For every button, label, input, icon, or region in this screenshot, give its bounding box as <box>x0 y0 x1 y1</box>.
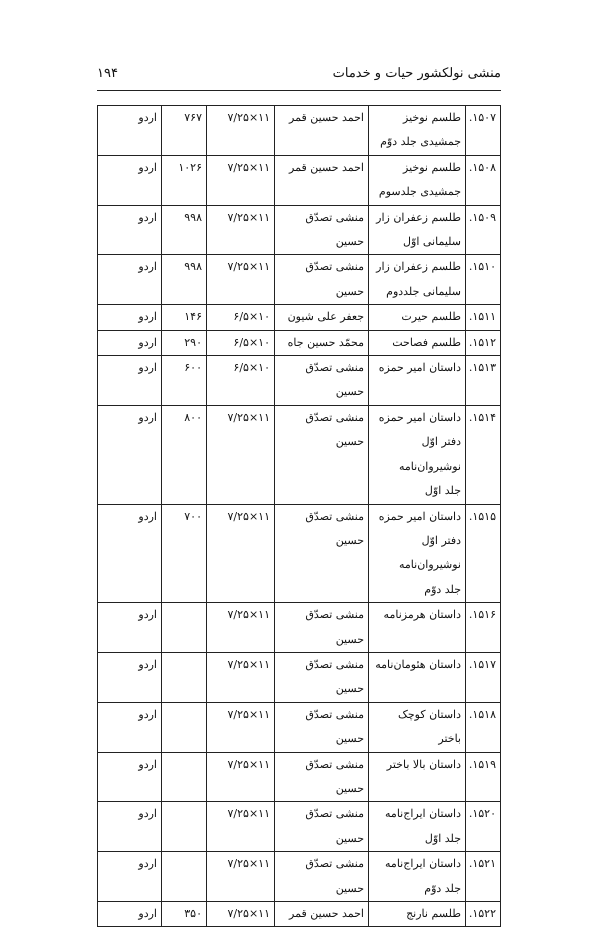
table-row <box>98 205 501 255</box>
entry-author: احمد حسین قمر <box>275 106 369 156</box>
entry-title-line: جلد اوّل <box>424 484 461 498</box>
entry-author: منشی تصدّق حسین <box>275 603 369 653</box>
entry-pages: ۳۵۰ <box>162 902 207 927</box>
running-title: منشی نولکشور حیات و خدمات <box>332 66 501 81</box>
entry-pages <box>162 752 207 802</box>
table-row <box>98 255 501 305</box>
entry-pages: ۷۰۰ <box>162 504 207 603</box>
entry-language: اردو <box>98 603 162 653</box>
entry-size: ۱۱×۷/۲۵ <box>207 652 275 702</box>
entry-title-line: طلسم زعفران زار <box>376 210 461 224</box>
entry-number: ۱۵۱۹. <box>466 752 501 802</box>
entry-pages <box>162 802 207 852</box>
table-row <box>98 702 501 752</box>
entry-language: اردو <box>98 255 162 305</box>
entry-number: ۱۵۲۰. <box>466 802 501 852</box>
entry-size: ۱۰×۶/۵ <box>207 330 275 355</box>
entry-title-line: جلد دوّم <box>424 881 461 895</box>
entry-author: منشی تصدّق حسین <box>275 255 369 305</box>
page-header <box>97 62 501 91</box>
entry-title <box>369 504 466 603</box>
entry-title <box>369 902 466 927</box>
entry-author: منشی تصدّق حسین <box>275 702 369 752</box>
entry-language: اردو <box>98 155 162 205</box>
entry-size: ۱۰×۶/۵ <box>207 356 275 406</box>
entry-title <box>369 752 466 802</box>
entry-number: ۱۵۲۲. <box>466 902 501 927</box>
entry-pages: ۹۹۸ <box>162 255 207 305</box>
entry-title-line: جمشیدی جلد دوّم <box>380 135 461 149</box>
entry-title <box>369 652 466 702</box>
entry-title-line: سلیمانی جلددوم <box>386 284 461 298</box>
entry-number: ۱۵۲۱. <box>466 852 501 902</box>
entry-size: ۱۱×۷/۲۵ <box>207 802 275 852</box>
entry-title-line: جلد اوّل <box>424 831 461 845</box>
entry-title <box>369 852 466 902</box>
entry-language: اردو <box>98 752 162 802</box>
entry-title-line: داستان امیر حمزه <box>378 410 461 424</box>
entry-pages: ۷۶۷ <box>162 106 207 156</box>
table-row <box>98 106 501 156</box>
entry-title-line: داستان امیر حمزه <box>378 361 461 375</box>
entry-language: اردو <box>98 902 162 927</box>
entry-title <box>369 305 466 330</box>
table-row <box>98 155 501 205</box>
entry-number: ۱۵۱۷. <box>466 652 501 702</box>
entry-language: اردو <box>98 106 162 156</box>
entry-language: اردو <box>98 305 162 330</box>
entry-size: ۱۱×۷/۲۵ <box>207 405 275 504</box>
entry-number: ۱۵۱۸. <box>466 702 501 752</box>
table-row <box>98 305 501 330</box>
entry-author: منشی تصدّق حسین <box>275 356 369 406</box>
table-row <box>98 802 501 852</box>
entry-number: ۱۵۱۴. <box>466 405 501 504</box>
entry-size: ۱۱×۷/۲۵ <box>207 504 275 603</box>
entry-title <box>369 205 466 255</box>
entry-title <box>369 106 466 156</box>
entry-author: احمد حسین قمر <box>275 902 369 927</box>
entry-title-line: دفتر اوّل نوشیروان‌نامه <box>399 435 461 473</box>
entry-author: منشی تصدّق حسین <box>275 852 369 902</box>
table-row <box>98 356 501 406</box>
entry-title-line: دفتر اوّل نوشیروان‌نامه <box>399 533 461 572</box>
entry-title <box>369 405 466 504</box>
entry-author: محمّد حسین جاه <box>275 330 369 355</box>
entry-number: ۱۵۰۷. <box>466 106 501 156</box>
entry-title-line: طلسم نوخیز <box>403 111 461 124</box>
table-row <box>98 852 501 902</box>
entry-author: منشی تصدّق حسین <box>275 752 369 802</box>
entry-title-line: داستان امیر حمزه <box>378 509 461 523</box>
entry-language: اردو <box>98 852 162 902</box>
entry-size: ۱۱×۷/۲۵ <box>207 155 275 205</box>
table-row <box>98 652 501 702</box>
entry-title-line: طلسم نوخیز <box>403 160 461 174</box>
entry-language: اردو <box>98 504 162 603</box>
table-row <box>98 752 501 802</box>
entry-number: ۱۵۱۶. <box>466 603 501 653</box>
entry-title-line: طلسم حیرت <box>401 310 461 324</box>
entry-author: منشی تصدّق حسین <box>275 504 369 603</box>
entry-title-line: داستان ایراج‌نامه <box>385 807 461 821</box>
entry-title <box>369 255 466 305</box>
entry-title-line: طلسم نارنج <box>406 907 461 920</box>
entry-size: ۱۱×۷/۲۵ <box>207 106 275 156</box>
entry-size: ۱۱×۷/۲۵ <box>207 702 275 752</box>
table-row <box>98 504 501 603</box>
entry-language: اردو <box>98 205 162 255</box>
entry-pages <box>162 652 207 702</box>
entry-pages <box>162 852 207 902</box>
entry-title-line: جلد دوّم <box>424 582 461 596</box>
entry-author: منشی تصدّق حسین <box>275 405 369 504</box>
entry-pages: ۲۹۰ <box>162 330 207 355</box>
entry-title <box>369 702 466 752</box>
entry-title-line: طلسم فصاحت <box>392 335 461 349</box>
entry-title-line: داستان هرمزنامه <box>383 608 461 622</box>
entry-pages <box>162 603 207 653</box>
entry-title-line: داستان ایراج‌نامه <box>385 857 461 871</box>
entry-number: ۱۵۰۸. <box>466 155 501 205</box>
entry-size: ۱۱×۷/۲۵ <box>207 205 275 255</box>
entry-title-line: جمشیدی جلدسوم <box>378 185 461 199</box>
entry-number: ۱۵۱۲. <box>466 330 501 355</box>
entry-title-line: داستان هئومان‌نامه <box>375 657 461 671</box>
entry-author: منشی تصدّق حسین <box>275 205 369 255</box>
entry-number: ۱۵۱۳. <box>466 356 501 406</box>
entry-pages: ۹۹۸ <box>162 205 207 255</box>
entry-size: ۱۱×۷/۲۵ <box>207 752 275 802</box>
entry-language: اردو <box>98 356 162 406</box>
entry-language: اردو <box>98 702 162 752</box>
entry-pages: ۸۰۰ <box>162 405 207 504</box>
entry-language: اردو <box>98 405 162 504</box>
entry-size: ۱۱×۷/۲۵ <box>207 852 275 902</box>
entry-number: ۱۵۰۹. <box>466 205 501 255</box>
entry-author: منشی تصدّق حسین <box>275 802 369 852</box>
entry-title-line: داستان کوچک باختر <box>398 707 461 746</box>
entry-author: منشی تصدّق حسین <box>275 652 369 702</box>
entry-title <box>369 330 466 355</box>
catalog-table <box>97 105 501 927</box>
page-number: ۱۹۴ <box>97 66 118 81</box>
entry-pages: ۱۰۲۶ <box>162 155 207 205</box>
entry-pages <box>162 702 207 752</box>
entry-number: ۱۵۱۰. <box>466 255 501 305</box>
entry-language: اردو <box>98 802 162 852</box>
entry-size: ۱۰×۶/۵ <box>207 305 275 330</box>
entry-language: اردو <box>98 652 162 702</box>
catalog-body <box>98 106 501 927</box>
entry-title <box>369 155 466 205</box>
entry-pages: ۶۰۰ <box>162 356 207 406</box>
entry-title-line: داستان بالا باختر <box>386 757 461 771</box>
entry-pages: ۱۴۶ <box>162 305 207 330</box>
table-row <box>98 902 501 927</box>
entry-title-line: سلیمانی اوّل <box>403 235 461 249</box>
entry-number: ۱۵۱۱. <box>466 305 501 330</box>
entry-language: اردو <box>98 330 162 355</box>
entry-title <box>369 802 466 852</box>
entry-title <box>369 603 466 653</box>
table-row <box>98 603 501 653</box>
entry-author: احمد حسین قمر <box>275 155 369 205</box>
entry-author: جعفر علی شیون <box>275 305 369 330</box>
entry-number: ۱۵۱۵. <box>466 504 501 603</box>
entry-size: ۱۱×۷/۲۵ <box>207 902 275 927</box>
entry-size: ۱۱×۷/۲۵ <box>207 255 275 305</box>
entry-size: ۱۱×۷/۲۵ <box>207 603 275 653</box>
entry-title <box>369 356 466 406</box>
table-row <box>98 405 501 504</box>
table-row <box>98 330 501 355</box>
entry-title-line: طلسم زعفران زار <box>376 260 461 274</box>
